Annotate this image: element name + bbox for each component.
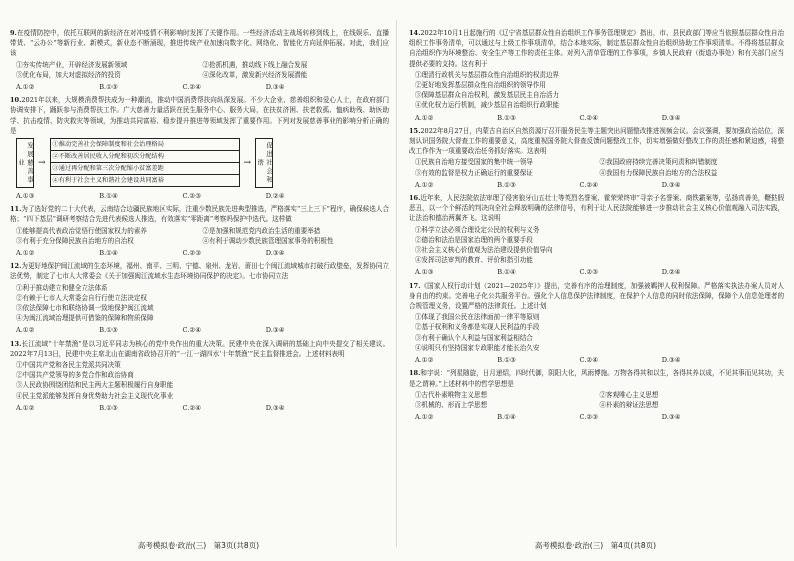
answer-choice: A.①②	[16, 326, 35, 335]
question-10	[10, 95, 389, 201]
question-16	[409, 193, 784, 278]
option: ④我国有力保障民族自治地方的合法权益	[599, 168, 718, 177]
answer-choice: B.①④	[497, 268, 516, 277]
option: ③有效的监督是权力正确运行的重要保证	[415, 168, 533, 177]
answer-choice: D.③④	[661, 356, 681, 365]
answer-choices	[10, 248, 389, 258]
diagram-left-label: 发展慈善事业	[16, 138, 34, 188]
answer-choice: A.①③	[415, 268, 434, 277]
question-14	[409, 28, 784, 123]
flow-diagram	[16, 138, 389, 188]
question-text: 近年来，人民法院依法审理了侵害狼牙山五壮士等英烈名誉案、霍荣荣终审“寻亲子名誉案、商铁霸案等，弘扬真善美，鞭挞假恶丑，以一个个鲜活的判决向全社会释放明确的法律信号，有利于让人民法院能够进一步推动社会主义核心价值观融入司法实践，让法治和德治两翼齐飞。这说明	[409, 194, 784, 223]
answer-choice: B.①③	[99, 326, 118, 335]
answer-choices	[409, 355, 784, 365]
option: ③优化布局，加大对虚拟经济的投资	[16, 70, 121, 79]
answer-choice: D.③④	[265, 83, 285, 92]
diagram-row: ③通过再分配和第三次分配缩小贫富差距	[50, 162, 240, 175]
right-column	[409, 28, 784, 425]
answer-choices	[409, 113, 784, 123]
answer-choice: B.①③	[497, 180, 516, 189]
question-17	[409, 281, 784, 366]
option-list	[409, 157, 784, 177]
question-number: 11.	[10, 205, 22, 214]
question-text: 为更好地保护闽江流域的生态环境，福州、南平、三明、宁德、泉州、龙岩、莆田七个闽江流域城市打破行政壁垒，发挥协同立法优势，制定了七市人大常委会《关于加强闽江流域水生态环境协同保护的决定》。七市协同立法	[10, 262, 389, 281]
option: ③有利于确认个人利益与国家利益相结合	[415, 333, 533, 342]
answer-choice: B.①③	[497, 356, 516, 365]
question-18	[409, 368, 784, 422]
answer-choice: C.②③	[579, 268, 599, 277]
option: ②中国共产党领导的多党合作和政治协商	[16, 371, 134, 380]
answer-choice: D.③④	[265, 249, 285, 258]
question-text: 2021年以来，大规模消费帮扶成为一种潮流，推动中国消费帮扶向纵深发展。不少大企业、慈善组织和爱心人士，在政府部门协调安排下，踊跃参与消费帮扶工作。广大慈善力量活跃在民生服务中心、服务大局，在扶贫济困、扶老救孤、恤病助残、助医助学、抗击疫情、防灾救灾等领域，为推动共同富裕、稳步提升推进等领域发挥了重要作用。下列对发展慈善事业的影响分析正确的是	[10, 96, 389, 135]
question-text: 2022年8月27日，内蒙古自治区自然资源厅召开服务民生等主题突出问题整改推进视频会议。会议强调，要加强政治站位，深刻认识国务院大督查工作的重要意义，高度重视国务院大督查反馈问题整改工作，切实增强做好整改工作的责任感和紧迫感，将整改工作作为一项重要政治任务抓好落实。这表明	[409, 126, 784, 156]
question-number: 10.	[10, 96, 22, 105]
option: ②更好地发挥基层群众性自治组织的领导作用	[415, 81, 546, 90]
answer-choice: C.②③	[182, 249, 202, 258]
answer-choice: A.①②	[415, 413, 434, 422]
answer-choices	[10, 403, 389, 413]
question-text: 为了选好党的二十大代表，云南结合边疆民族地区实际，注重少数民族先进典型推选，严格落实“三上三下”程序，确保候选人合格；“四下基层”调研考察结合先进代表候选人推选，有效落实“零距离”考察吗保护中选代。这样做	[10, 205, 389, 224]
option: ④民主党派能够发挥自身优势助力社会主义现代化事业	[16, 391, 174, 400]
answer-choices	[10, 82, 389, 92]
answer-choices	[10, 325, 389, 335]
question-text: 和宇说：“列星随旋，日月递炤，四时代御，阴阳大化，风雨博施。万物各得其和以生，各得其养以成，不见其事而见其功，夫是之谓神。”上述材料中的哲学思想是	[409, 369, 784, 388]
question-text: 在疫情防控中，依托互联网的新经济在对冲疫情不利影响时发挥了关键作用。一些经济活动主战场转移到线上，在线娱乐、直播带货、“云办公”等新行业、新模式，新业态不断涌现，推进传统产业加速向数字化、网络化、智能化方向延伸拓展。对此，我们应该	[10, 29, 389, 58]
question-13	[10, 339, 389, 413]
answer-choice: D.③④	[661, 180, 681, 189]
answer-choice: B.①③	[497, 113, 516, 122]
option: ②是加强和规范党内政治生活的重要举措	[202, 226, 321, 235]
question-text: 《国家人权行动计划（2021—2025年）》提出，完善有序的治理制度，加强被羁押人权利保障。严格落实执法办案人员对人身自由的约束。完善电子化公共服务平台。强化个人信息保护法律制度，在保护个人信息的同时依法保障，保障个人信息处理者的合规管理义务，设置严格的法律责任。上述计划	[409, 281, 784, 311]
option-list	[10, 283, 389, 324]
question-15	[409, 126, 784, 190]
option-list	[409, 390, 784, 410]
option: ②有赖于七市人大常委会自行行使立法决定权	[16, 293, 147, 302]
question-number: 17.	[409, 281, 421, 290]
answer-choice: D.②④	[265, 192, 285, 201]
answer-choices	[409, 267, 784, 277]
option: ④朴素的辩证法思想	[599, 400, 659, 409]
option: ④深化改革，激发新兴经济发展潜能	[202, 70, 308, 79]
option: ④有利于调动少数民族管理国家事务的积极性	[202, 236, 334, 245]
option: ③人民政协围绕团结和民主两大主题积极履行自身职能	[16, 381, 174, 390]
question-11	[10, 204, 389, 258]
answer-choice: C.②③	[182, 192, 202, 201]
option: ①夯实传统产业，开辟经济发展新领域	[16, 60, 128, 69]
option: ②我国政府持续完善决策问责和纠错制度	[599, 158, 718, 167]
answer-choice: C.②④	[182, 326, 202, 335]
option-list	[10, 226, 389, 246]
option: ①中国共产党和各民主党派共同决策	[16, 361, 121, 370]
question-text: 2022年10月1日起施行的《辽宁省基层群众性自治组织工作事务管理规定》指出，市、县民政部门等应当依照基层群众性自治组织工作事务清单，可以通过与上级工作事项清单，结合本地实际，制定基层群众性自治组织协助工作事项清单。不得将基层群众自治组织作为环境整治、安全生产等工作的责任主体。对列入清单管理的工作事项，乡镇人民政府（街道办事处）和有关部门应当提供必要的支持。这有利于	[409, 29, 784, 68]
answer-choice: A.①③	[16, 192, 35, 201]
option: ③保障基层群众自治权利，激发基层民主自治活力	[415, 91, 560, 100]
right-page	[397, 0, 794, 561]
option-list	[10, 60, 389, 80]
diagram-row: ④有利于社会主义和谐社会建设共同富裕	[50, 174, 240, 187]
answer-choice: B.①④	[497, 413, 516, 422]
option-list	[409, 70, 784, 111]
option: ④为闽江流域治理提供可借鉴的保障和物质保障	[16, 314, 154, 323]
question-number: 15.	[409, 126, 421, 135]
answer-choice: A.①②	[16, 403, 35, 412]
answer-choice: C.②④	[182, 83, 202, 92]
option: ①利于推动建立和健全立法体系	[16, 283, 108, 292]
question-number: 14.	[409, 29, 421, 37]
option: ③机械的、形而上学思想	[415, 400, 488, 409]
option-list	[10, 360, 389, 401]
answer-choice: B.①④	[99, 249, 118, 258]
option: ①体现了我国公民在法律面前一律平等原则	[415, 313, 540, 322]
answer-choice: A.①②	[16, 83, 35, 92]
answer-choice: B.①③	[99, 83, 118, 92]
option: ①理清行政机关与基层群众性自治组织的权责边界	[415, 70, 560, 79]
option: ①能够提高代表政治觉悟行使国家权力的素养	[16, 226, 147, 235]
answer-choice: D.②④	[661, 268, 681, 277]
answer-choice: A.①②	[415, 180, 434, 189]
option: ①古代朴素唯物主义思想	[415, 390, 488, 399]
arrow-right-icon: →	[38, 157, 46, 168]
answer-choice: C.②④	[579, 113, 599, 122]
answer-choice: C.②④	[579, 356, 599, 365]
answer-choice: A.①②	[415, 356, 434, 365]
option: ④发挥司法审判的教育、评价和指引功能	[415, 256, 533, 265]
answer-choices	[10, 191, 389, 201]
arrow-right-icon: →	[243, 157, 252, 168]
answer-choice: D.③④	[661, 113, 681, 122]
question-text: 长江流域“十年禁渔”是以习近平同志为核心的党中央作出的重大决策。民建中央在深入调研的基础上向中央提交了相关建议。2022年7月13日，民建中央主席北山在湖南省政协召开的“一江一湖四水‘十年禁渔’”民主监督推进会。上述材料表明	[10, 339, 389, 358]
answer-choice: D.③④	[265, 403, 285, 412]
question-number: 13.	[10, 339, 22, 348]
option: ④优化权力运行机制，减少基层自治组织行政职能	[415, 101, 560, 110]
option: ④说明只有坚持国家专政职能才能长治久安	[415, 343, 540, 352]
page-footer: 高考模拟卷·政治(三) 第3页(共8页)	[137, 541, 260, 550]
question-9	[10, 28, 389, 92]
option: ①民族自治地方接受国家的集中统一领导	[415, 158, 533, 167]
answer-choice: B.①③	[99, 403, 118, 412]
question-number: 18.	[409, 369, 421, 378]
question-12	[10, 261, 389, 335]
answer-choice: D.③④	[661, 413, 681, 422]
answer-choice: A.①②	[16, 249, 35, 258]
option: ③有利于充分保障民族自治地方的自治权	[16, 236, 134, 245]
question-number: 16.	[409, 194, 421, 203]
diagram-row: ②不断改善居民收入分配和初次分配结构	[50, 150, 240, 163]
option: ②德治和法治是国家治理的两个重要手段	[415, 235, 533, 244]
answer-choices	[409, 180, 784, 190]
question-number: 9.	[10, 29, 17, 37]
answer-choices	[409, 412, 784, 422]
answer-choice: A.①②	[415, 113, 434, 122]
option: ③依法保障七市和联络协调一致地保护闽江流域	[16, 304, 154, 313]
page-footer: 高考模拟卷·政治(三) 第4页(共8页)	[534, 541, 657, 550]
diagram-rows	[50, 139, 240, 187]
answer-choice: C.②③	[579, 413, 599, 422]
left-column	[10, 28, 389, 416]
option: ③社会主义核心价值观为法治建设提供价值导向	[415, 246, 553, 255]
answer-choice: C.②④	[579, 180, 599, 189]
answer-choice: D.③④	[265, 326, 285, 335]
option-list	[409, 225, 784, 266]
option: ②客观唯心主义思想	[599, 390, 659, 399]
option: ②抢抓机遇，推动线下线上融合发展	[202, 60, 308, 69]
diagram-right-label: 促进社会和谐	[255, 138, 273, 188]
answer-choice: C.②④	[182, 403, 202, 412]
option: ①科学立法必须合理设定公民的权利与义务	[415, 225, 540, 234]
option-list	[409, 312, 784, 353]
option: ②基于权利和义务都是实现人民利益的手段	[415, 323, 540, 332]
answer-choice: B.①④	[99, 192, 118, 201]
question-number: 12.	[10, 262, 22, 271]
diagram-row: ①推动完善社会保障制度和社会治理格局	[50, 138, 240, 151]
